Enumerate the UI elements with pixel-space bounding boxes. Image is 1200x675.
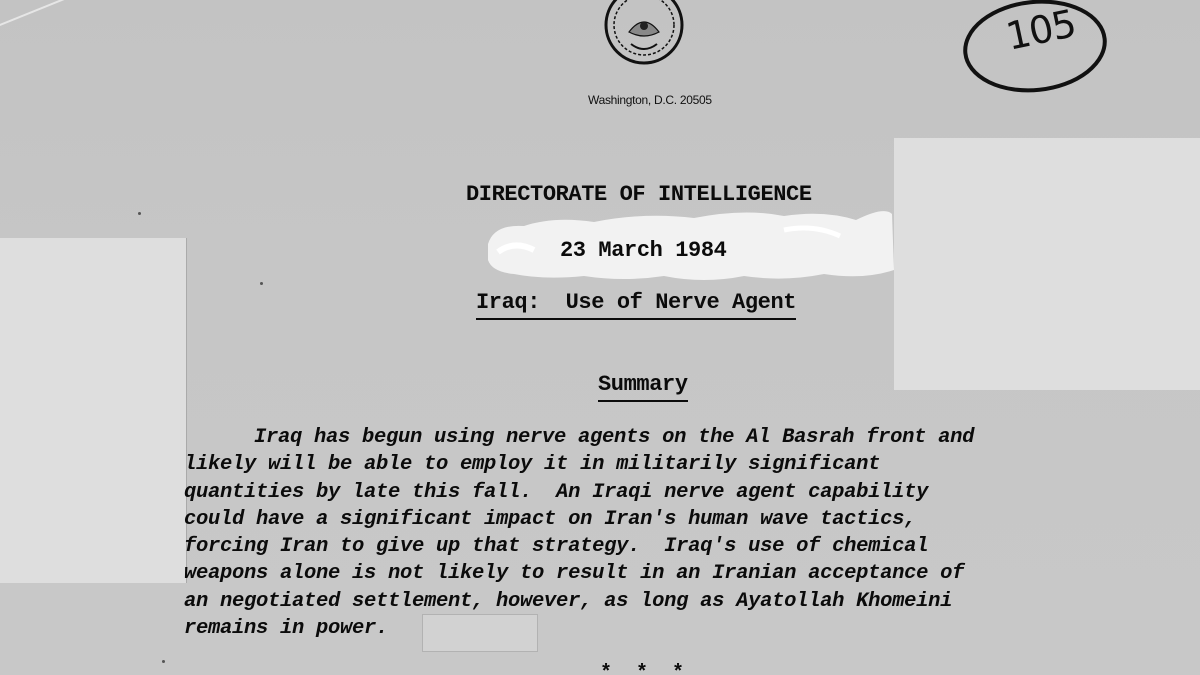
page-number-text: 105 [1002, 1, 1080, 59]
subject-line: Iraq: Use of Nerve Agent [476, 291, 796, 320]
paper-speck [260, 282, 263, 285]
paper-speck [138, 212, 141, 215]
redaction-block-left [0, 238, 187, 583]
redaction-block-right [894, 138, 1200, 390]
summary-line: Iraq has begun using nerve agents on the Al Basrah front and [254, 426, 975, 449]
document-date: 23 March 1984 [560, 238, 727, 263]
directorate-heading: DIRECTORATE OF INTELLIGENCE [466, 182, 812, 207]
summary-line: could have a significant impact on Iran's human wave tactics, [184, 507, 917, 531]
section-break-marks: * * * [600, 662, 691, 675]
handwritten-page-number [962, 0, 1108, 96]
summary-line: forcing Iran to give up that strategy. Iraq's use of chemical [184, 535, 929, 559]
summary-line: remains in power. [184, 617, 389, 641]
summary-line: weapons alone is not likely to result in an Iranian acceptance of [184, 562, 965, 586]
summary-line: quantities by late this fall. An Iraqi nerve agent capability [184, 480, 929, 504]
paper-fold-line [0, 0, 148, 30]
summary-paragraph [184, 424, 1089, 642]
agency-seal [601, 0, 687, 68]
summary-line: an negotiated settlement, however, as long as Ayatollah Khomeini [184, 589, 953, 613]
summary-line: likely will be able to employ it in militarily significant [184, 453, 881, 477]
paper-speck [162, 660, 165, 663]
address-line: Washington, D.C. 20505 [588, 93, 712, 107]
redaction-block-inline [422, 614, 538, 652]
summary-heading: Summary [598, 373, 688, 402]
